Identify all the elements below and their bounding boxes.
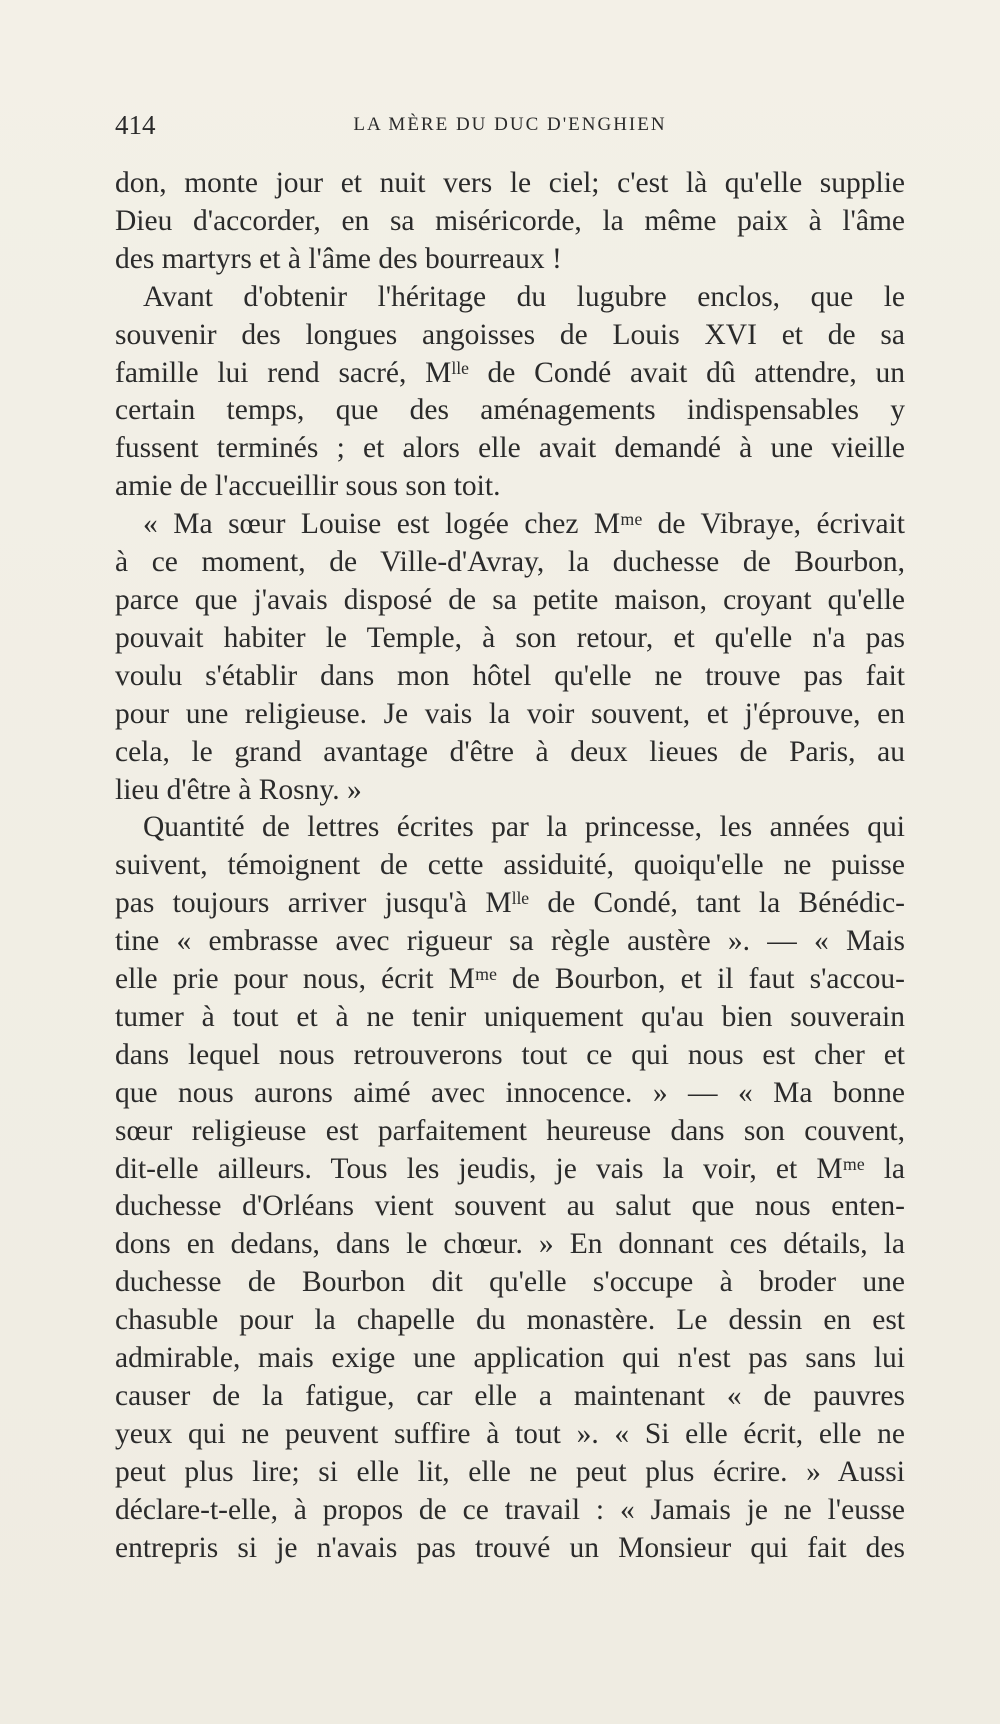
text-line: Avant d'obtenir l'héritage du lugubre enclos, que le xyxy=(143,280,905,313)
text-line: des martyrs et à l'âme des bourreaux ! xyxy=(115,242,562,275)
text-line: que nous aurons aimé avec innocence. » — « Ma bonne xyxy=(115,1076,905,1109)
text-line: souvenir des longues angoisses de Louis XVI et de sa xyxy=(115,318,905,351)
text-line: Dieu d'accorder, en sa miséricorde, la même paix à l'âme xyxy=(115,204,905,237)
text-line: pouvait habiter le Temple, à son retour, et qu'elle n'a pas xyxy=(115,621,905,654)
paragraph xyxy=(115,809,905,1567)
text-line: certain temps, que des aménagements indispensables y xyxy=(115,394,905,427)
page-header xyxy=(115,110,905,146)
paragraph xyxy=(115,165,905,279)
running-title: LA MÈRE DU DUC D'ENGHIEN xyxy=(353,114,667,135)
text-line: dit-elle ailleurs. Tous les jeudis, je vais la voir, et Mᵐᵉ la xyxy=(115,1152,905,1185)
text-line: Quantité de lettres écrites par la princesse, les années qui xyxy=(143,811,905,844)
text-line: sœur religieuse est parfaitement heureuse dans son couvent, xyxy=(115,1114,905,1147)
body-text xyxy=(115,165,905,1568)
text-line: pas toujours arriver jusqu'à Mˡˡᵉ de Condé, tant la Bénédic- xyxy=(115,887,905,920)
text-line: cela, le grand avantage d'être à deux lieues de Paris, au xyxy=(115,735,905,768)
text-line: peut plus lire; si elle lit, elle ne peut plus écrire. » Aussi xyxy=(115,1455,905,1488)
text-line: yeux qui ne peuvent suffire à tout ». « Si elle écrit, elle ne xyxy=(115,1417,905,1450)
text-line: fussent terminés ; et alors elle avait demandé à une vieille xyxy=(115,432,905,465)
text-line: suivent, témoignent de cette assiduité, quoiqu'elle ne puisse xyxy=(115,849,905,882)
text-line: duchesse de Bourbon dit qu'elle s'occupe à broder une xyxy=(115,1266,905,1299)
text-line: lieu d'être à Rosny. » xyxy=(115,773,362,806)
text-line: entrepris si je n'avais pas trouvé un Monsieur qui fait des xyxy=(115,1531,905,1564)
text-line: don, monte jour et nuit vers le ciel; c'est là qu'elle supplie xyxy=(115,167,905,199)
text-line: tumer à tout et à ne tenir uniquement qu'au bien souverain xyxy=(115,1000,905,1033)
text-line: chasuble pour la chapelle du monastère. Le dessin en est xyxy=(115,1304,905,1337)
text-line: famille lui rend sacré, Mˡˡᵉ de Condé avait dû attendre, un xyxy=(115,356,905,389)
text-line: déclare-t-elle, à propos de ce travail : « Jamais je ne l'eusse xyxy=(115,1493,905,1526)
text-line: admirable, mais exige une application qui n'est pas sans lui xyxy=(115,1342,905,1375)
text-line: tine « embrasse avec rigueur sa règle austère ». — « Mais xyxy=(115,925,905,958)
paragraph xyxy=(115,279,905,506)
text-line: voulu s'établir dans mon hôtel qu'elle ne trouve pas fait xyxy=(115,659,905,692)
text-line: pour une religieuse. Je vais la voir souvent, et j'éprouve, en xyxy=(115,697,905,730)
text-line: dons en dedans, dans le chœur. » En donnant ces détails, la xyxy=(115,1228,905,1261)
text-line: « Ma sœur Louise est logée chez Mᵐᵉ de Vibraye, écrivait xyxy=(143,508,905,541)
text-line: duchesse d'Orléans vient souvent au salut que nous enten- xyxy=(115,1190,905,1223)
text-line: causer de la fatigue, car elle a maintenant « de pauvres xyxy=(115,1380,905,1412)
paragraph xyxy=(115,506,905,809)
text-line: à ce moment, de Ville-d'Avray, la duchesse de Bourbon, xyxy=(115,546,905,579)
text-line: parce que j'avais disposé de sa petite maison, croyant qu'elle xyxy=(115,583,905,616)
text-line: amie de l'accueillir sous son toit. xyxy=(115,470,501,503)
text-line: elle prie pour nous, écrit Mᵐᵉ de Bourbon, et il faut s'accou- xyxy=(115,963,905,996)
page-number: 414 xyxy=(115,110,156,140)
text-line: dans lequel nous retrouverons tout ce qui nous est cher et xyxy=(115,1038,905,1071)
